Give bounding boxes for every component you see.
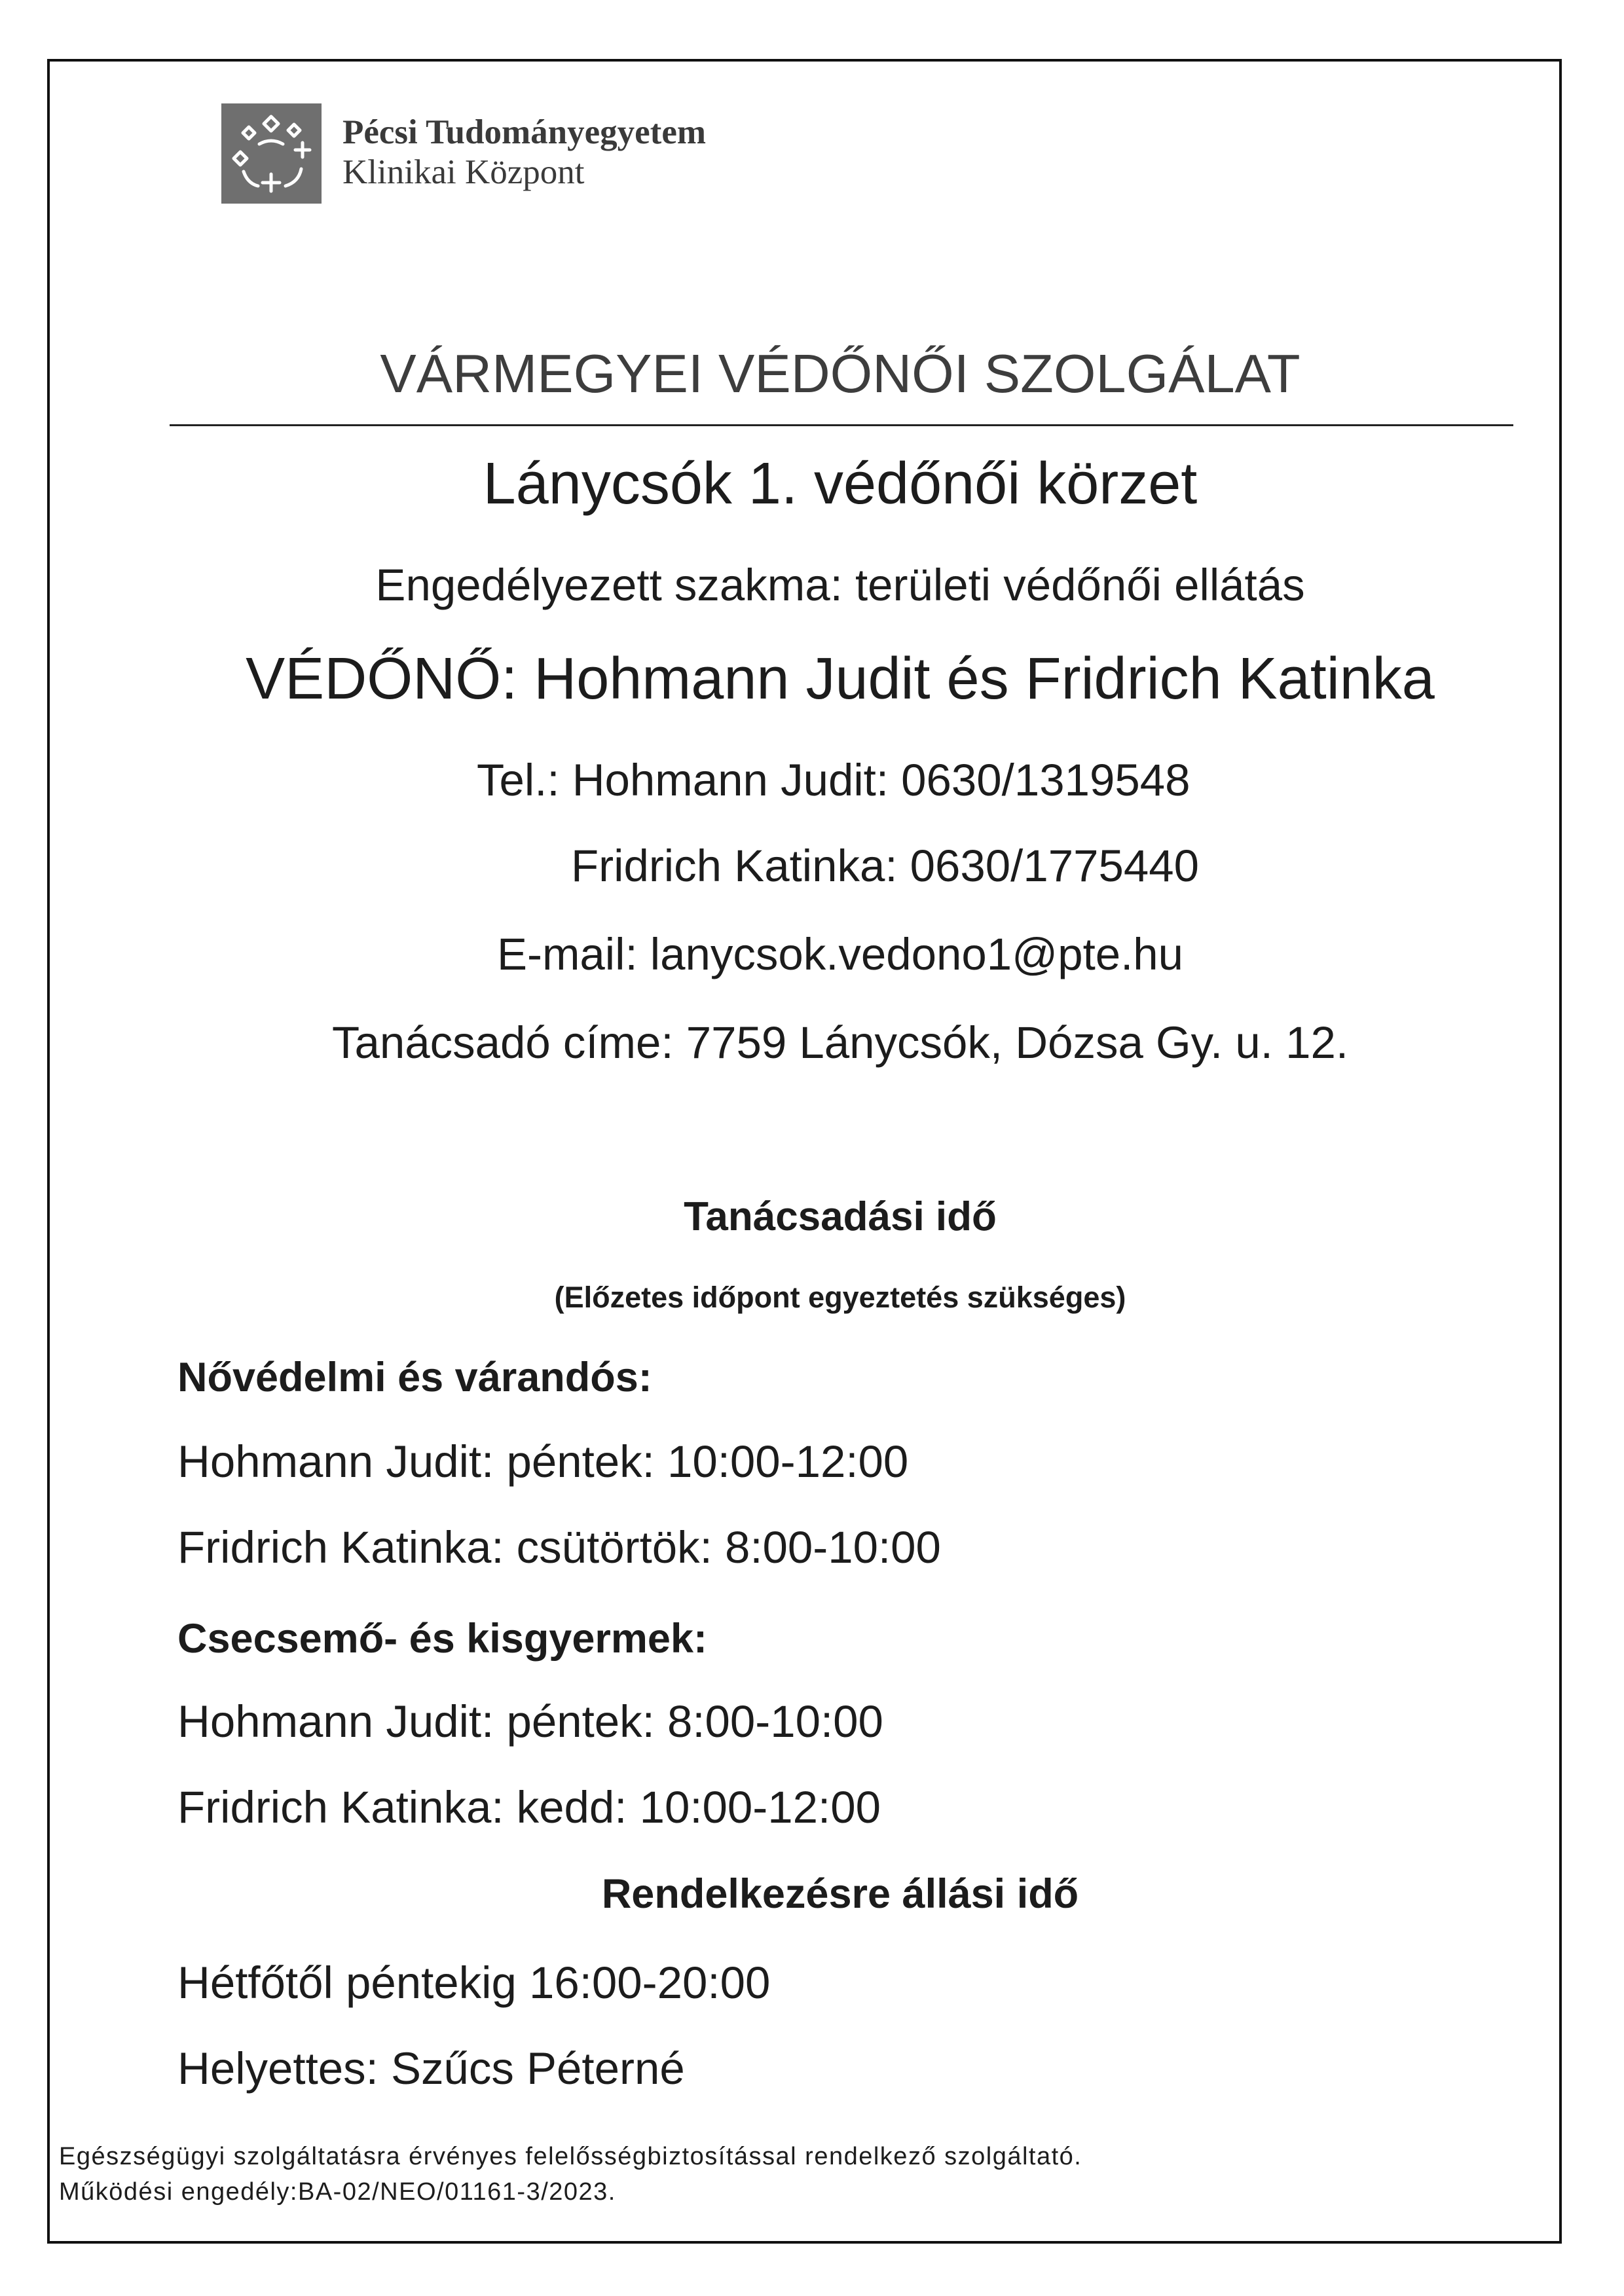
substitute-nurse: Helyettes: Szűcs Péterné (177, 2043, 685, 2094)
list-item: Fridrich Katinka: kedd: 10:00-12:00 (177, 1782, 881, 1832)
maternal-care-heading: Nővédelmi és várandós: (177, 1355, 652, 1400)
licensed-profession: Engedélyezett szakma: területi védőnői ellátás (375, 560, 1305, 610)
list-item: Hohmann Judit: péntek: 10:00-12:00 (177, 1436, 909, 1487)
phone-hohmann: Tel.: Hohmann Judit: 0630/1319548 (477, 755, 1190, 805)
email-address: E-mail: lanycsok.vedono1@pte.hu (496, 929, 1184, 979)
availability-heading: Rendelkezésre állási idő (601, 1871, 1079, 1917)
consultation-heading: Tanácsadási idő (684, 1194, 997, 1239)
logo-line-university: Pécsi Tudományegyetem (342, 113, 706, 151)
list-item: Hohmann Judit: péntek: 8:00-10:00 (177, 1696, 883, 1747)
nurses-heading: VÉDŐNŐ: Hohmann Judit és Fridrich Katinka (246, 646, 1435, 712)
page-title: VÁRMEGYEI VÉDŐNŐI SZOLGÁLAT (380, 343, 1301, 404)
phone-fridrich: Fridrich Katinka: 0630/1775440 (571, 841, 1199, 891)
footer-insurance-note: Egészségügyi szolgáltatásra érvényes felelősségbiztosítással rendelkező szolgáltató. (59, 2143, 1082, 2170)
title-divider (170, 424, 1513, 426)
district-name: Lánycsók 1. védőnői körzet (483, 451, 1198, 517)
appointment-note: (Előzetes időpont egyeztetés szükséges) (554, 1281, 1126, 1314)
office-address: Tanácsadó címe: 7759 Lánycsók, Dózsa Gy. u. 12. (331, 1017, 1349, 1068)
availability-hours: Hétfőtől péntekig 16:00-20:00 (177, 1958, 771, 2008)
footer-license-number: Működési engedély:BA-02/NEO/01161-3/2023. (59, 2178, 616, 2206)
logo-line-clinical-center: Klinikai Központ (342, 153, 585, 191)
infant-care-heading: Csecsemő- és kisgyermek: (177, 1616, 707, 1662)
list-item: Fridrich Katinka: csütörtök: 8:00-10:00 (177, 1522, 941, 1573)
pte-logo-icon (221, 103, 322, 204)
